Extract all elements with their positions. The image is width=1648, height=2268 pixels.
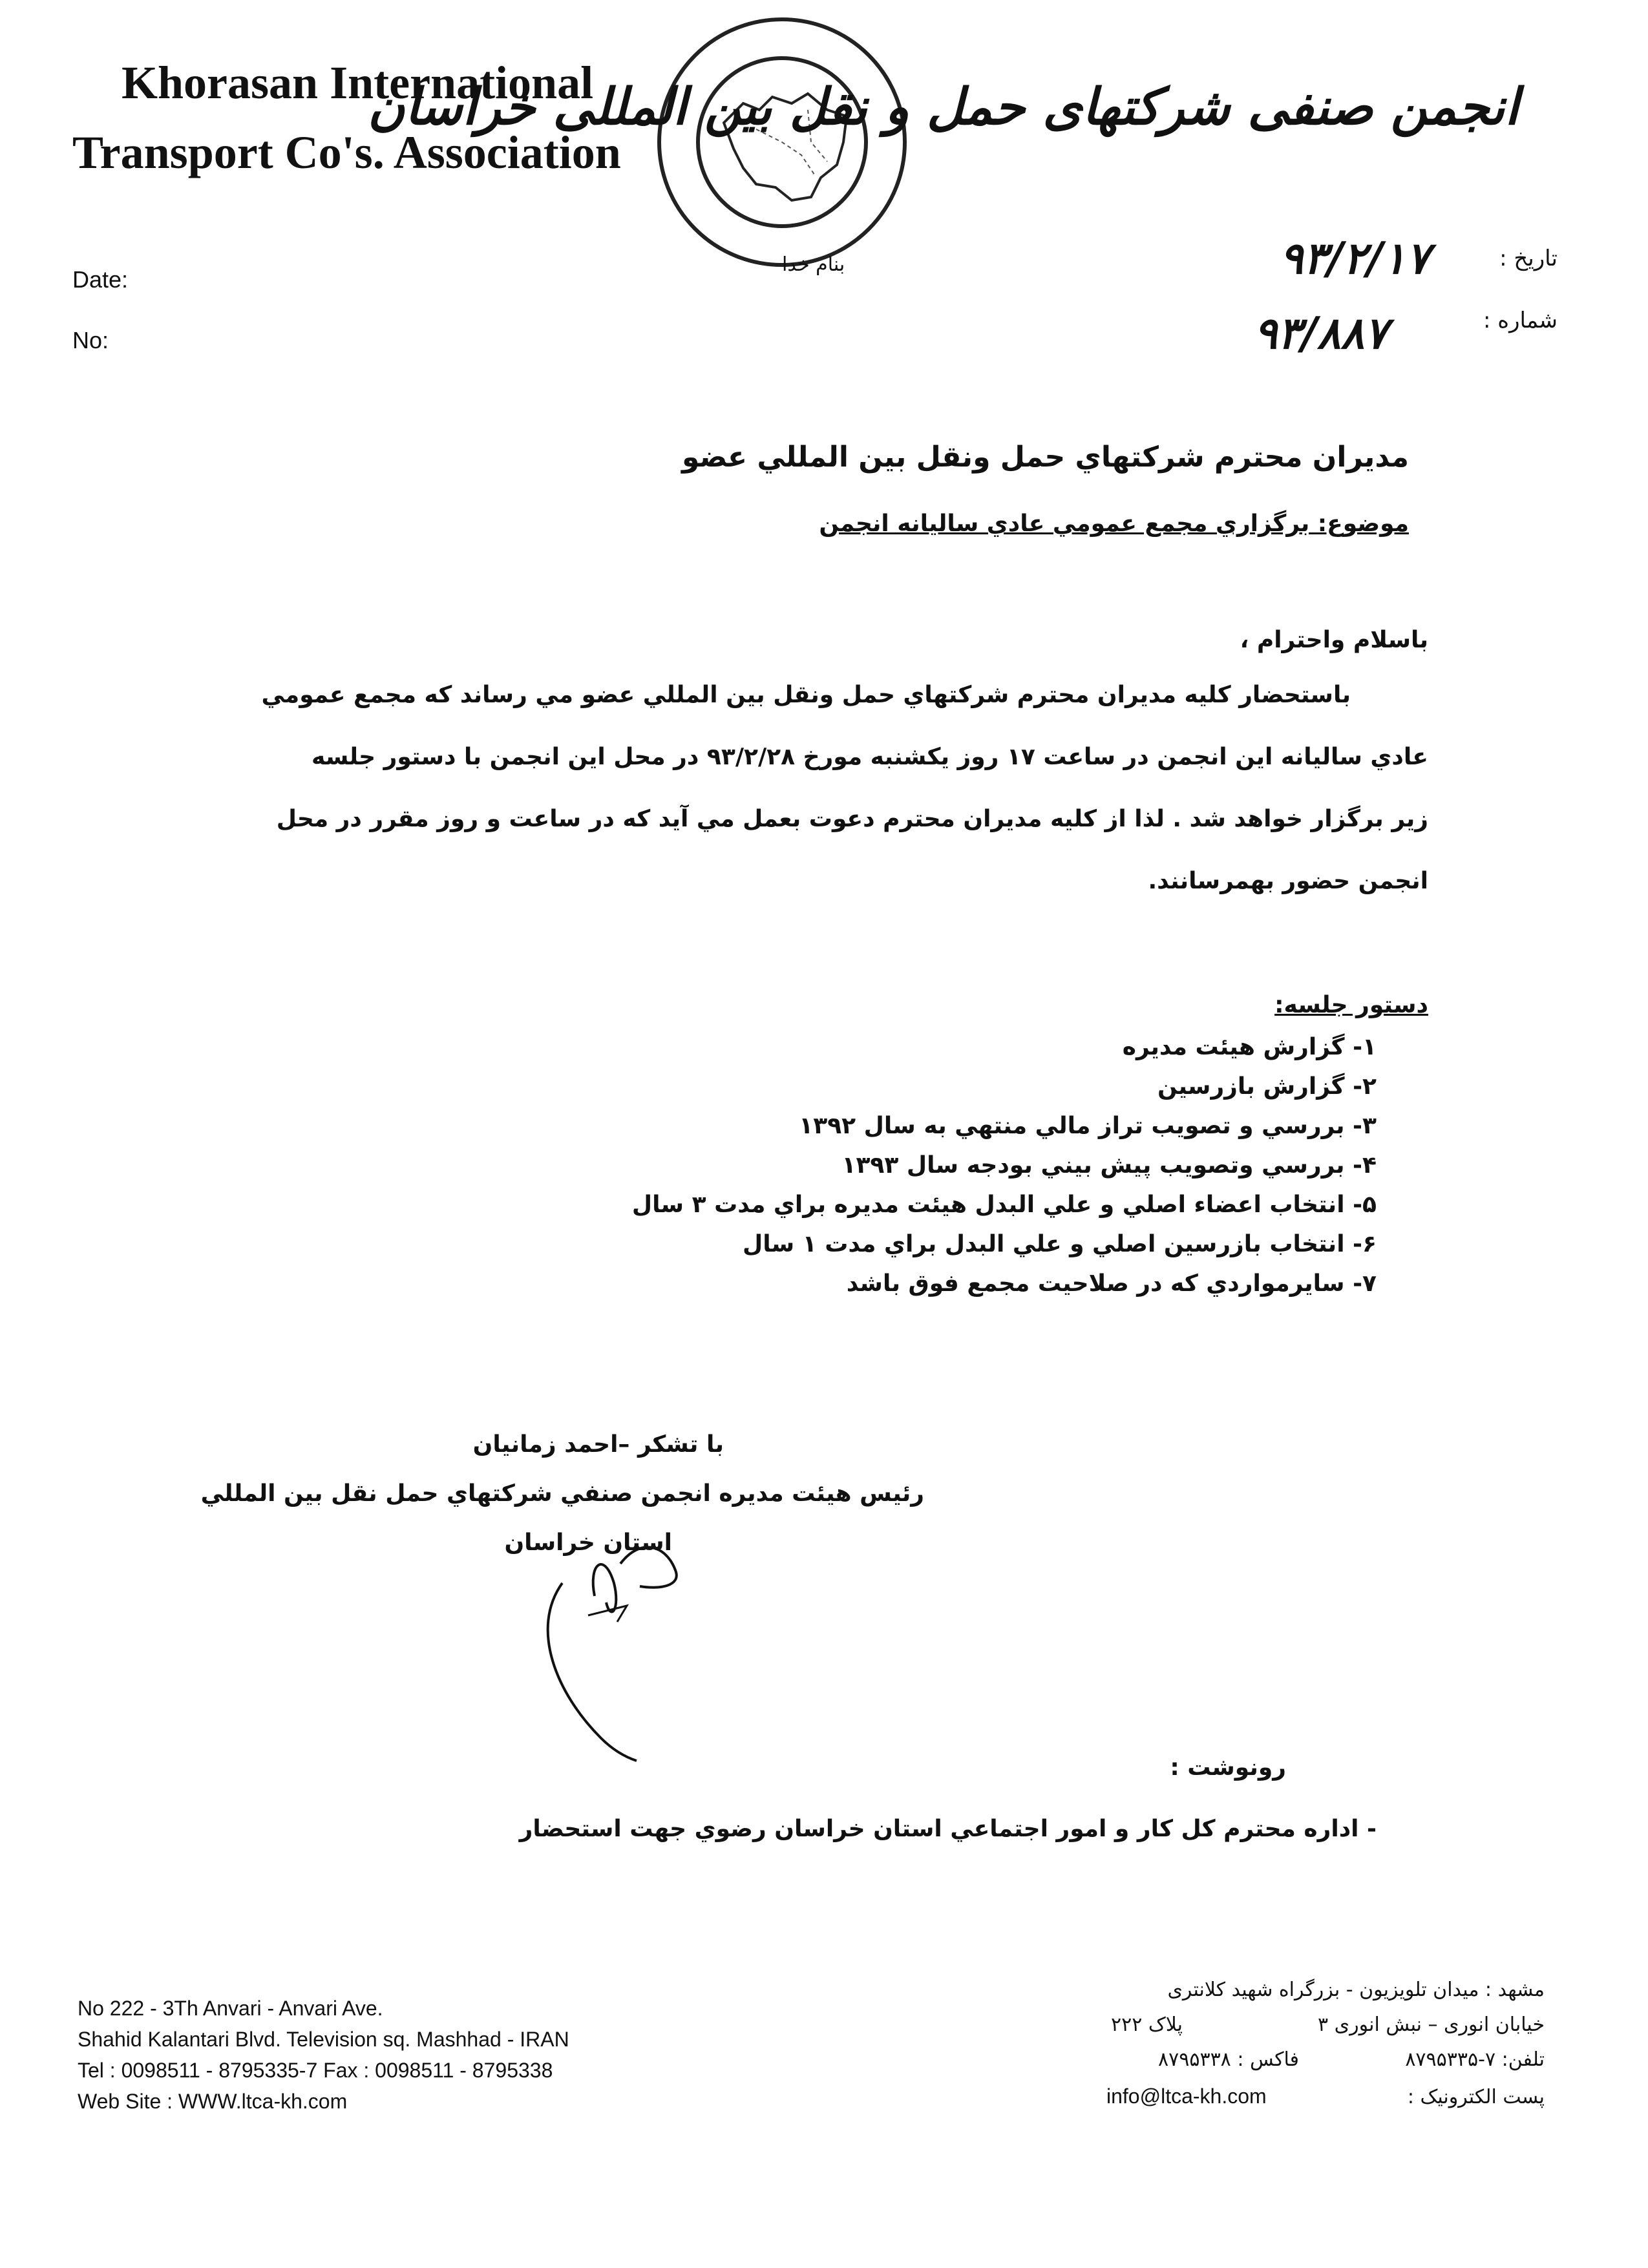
agenda-title: دستور جلسه: xyxy=(1274,992,1428,1018)
body-line-1: باستحضار كليه مديران محترم شركتهاي حمل ونقل بين المللي عضو مي رساند كه مجمع عمومي xyxy=(261,682,1351,708)
signature-graphic xyxy=(491,1525,724,1770)
letter-body xyxy=(136,682,1428,930)
signoff-province: استان خراسان xyxy=(504,1529,672,1556)
footer-email[interactable]: info@ltca-kh.com xyxy=(1106,2084,1267,2108)
agenda-item: ۱- گزارش هيئت مديره xyxy=(1122,1034,1377,1060)
agenda-list xyxy=(213,1034,1377,1310)
body-line-4: انجمن حضور بهمرسانند. xyxy=(1148,868,1428,894)
subject-line: موضوع: برگزاري مجمع عمومي عادي ساليانه انجمن xyxy=(819,510,1409,537)
footer-address-en xyxy=(78,1997,569,2121)
body-line-3: زير برگزار خواهد شد . لذا از كليه مديران محترم دعوت بعمل مي آيد كه در ساعت و روز مقرر در محل xyxy=(276,806,1428,832)
signoff-title: رئيس هيئت مديره انجمن صنفي شركتهاي حمل نقل بين المللي xyxy=(200,1480,924,1507)
footer-fa-fax: فاکس : ۸۷۹۵۳۳۸ xyxy=(1158,2048,1299,2071)
basmala: بنام خدا xyxy=(782,253,845,276)
date-value: ۹۳/۲/۱۷ xyxy=(1280,233,1430,284)
number-label-fa: شماره : xyxy=(1483,308,1558,333)
footer-fa-address2: خیابان انوری – نبش انوری ۳ xyxy=(1317,2013,1545,2036)
body-line-2: عادي ساليانه اين انجمن در ساعت ۱۷ روز يكشنبه مورخ ۹۳/۲/۲۸ در محل اين انجمن با دستور جلسه xyxy=(311,744,1428,770)
greeting: باسلام واحترام ، xyxy=(1240,627,1428,653)
date-label-fa: تاریخ : xyxy=(1499,246,1558,271)
agenda-item: ۲- گزارش بازرسين xyxy=(1157,1073,1377,1100)
signoff-name: با تشكر –احمد زمانيان xyxy=(472,1431,724,1458)
agenda-item: ۶- انتخاب بازرسين اصلي و علي البدل براي مدت ۱ سال xyxy=(742,1231,1377,1257)
agenda-item: ۷- سايرمواردي كه در صلاحيت مجمع فوق باشد xyxy=(846,1270,1377,1297)
footer-en-line-4: Web Site : WWW.ltca-kh.com xyxy=(78,2090,348,2113)
number-value: ۹۳/۸۸۷ xyxy=(1254,308,1388,359)
agenda-item: ۴- بررسي وتصويب پيش بيني بودجه سال ۱۳۹۳ xyxy=(841,1152,1377,1179)
footer-en-line-1: No 222 - 3Th Anvari - Anvari Ave. xyxy=(78,1997,383,2020)
footer-fa-address1: مشهد : میدان تلویزیون - بزرگراه شهید کلانتری xyxy=(1167,1979,1545,2001)
fa-org-name: انجمن صنفی شرکتهای حمل و نقل بین المللی خراسان xyxy=(368,78,1519,136)
footer-fa-plaque: پلاک ۲۲۲ xyxy=(1111,2013,1183,2036)
footer-en-line-3: Tel : 0098511 - 8795335-7 Fax : 0098511 - 8795338 xyxy=(78,2059,553,2082)
footer-fa-tel: تلفن: ۷-۸۷۹۵۳۳۵ xyxy=(1405,2048,1545,2071)
footer-fa-email-label: پست الکترونیک : xyxy=(1407,2086,1545,2108)
footer-en-line-2: Shahid Kalantari Blvd. Television sq. Mashhad - IRAN xyxy=(78,2028,569,2051)
no-label-en: No: xyxy=(72,327,109,353)
cc-item: - اداره محترم كل كار و امور اجتماعي استان خراسان رضوي جهت استحضار xyxy=(519,1816,1377,1842)
en-org-name-line2: Transport Co's. Association xyxy=(72,127,621,178)
cc-title: رونوشت : xyxy=(1170,1754,1286,1781)
en-org-name-line1: Khorasan International xyxy=(121,57,594,109)
association-seal-logo xyxy=(653,13,911,271)
agenda-item: ۳- بررسي و تصويب تراز مالي منتهي به سال ۱۳۹۲ xyxy=(799,1113,1377,1139)
date-label-en: Date: xyxy=(72,266,129,293)
recipient-heading: مديران محترم شركتهاي حمل ونقل بين المللي عضو xyxy=(682,441,1409,474)
agenda-item: ۵- انتخاب اعضاء اصلي و علي البدل هيئت مديره براي مدت ۳ سال xyxy=(631,1192,1377,1218)
